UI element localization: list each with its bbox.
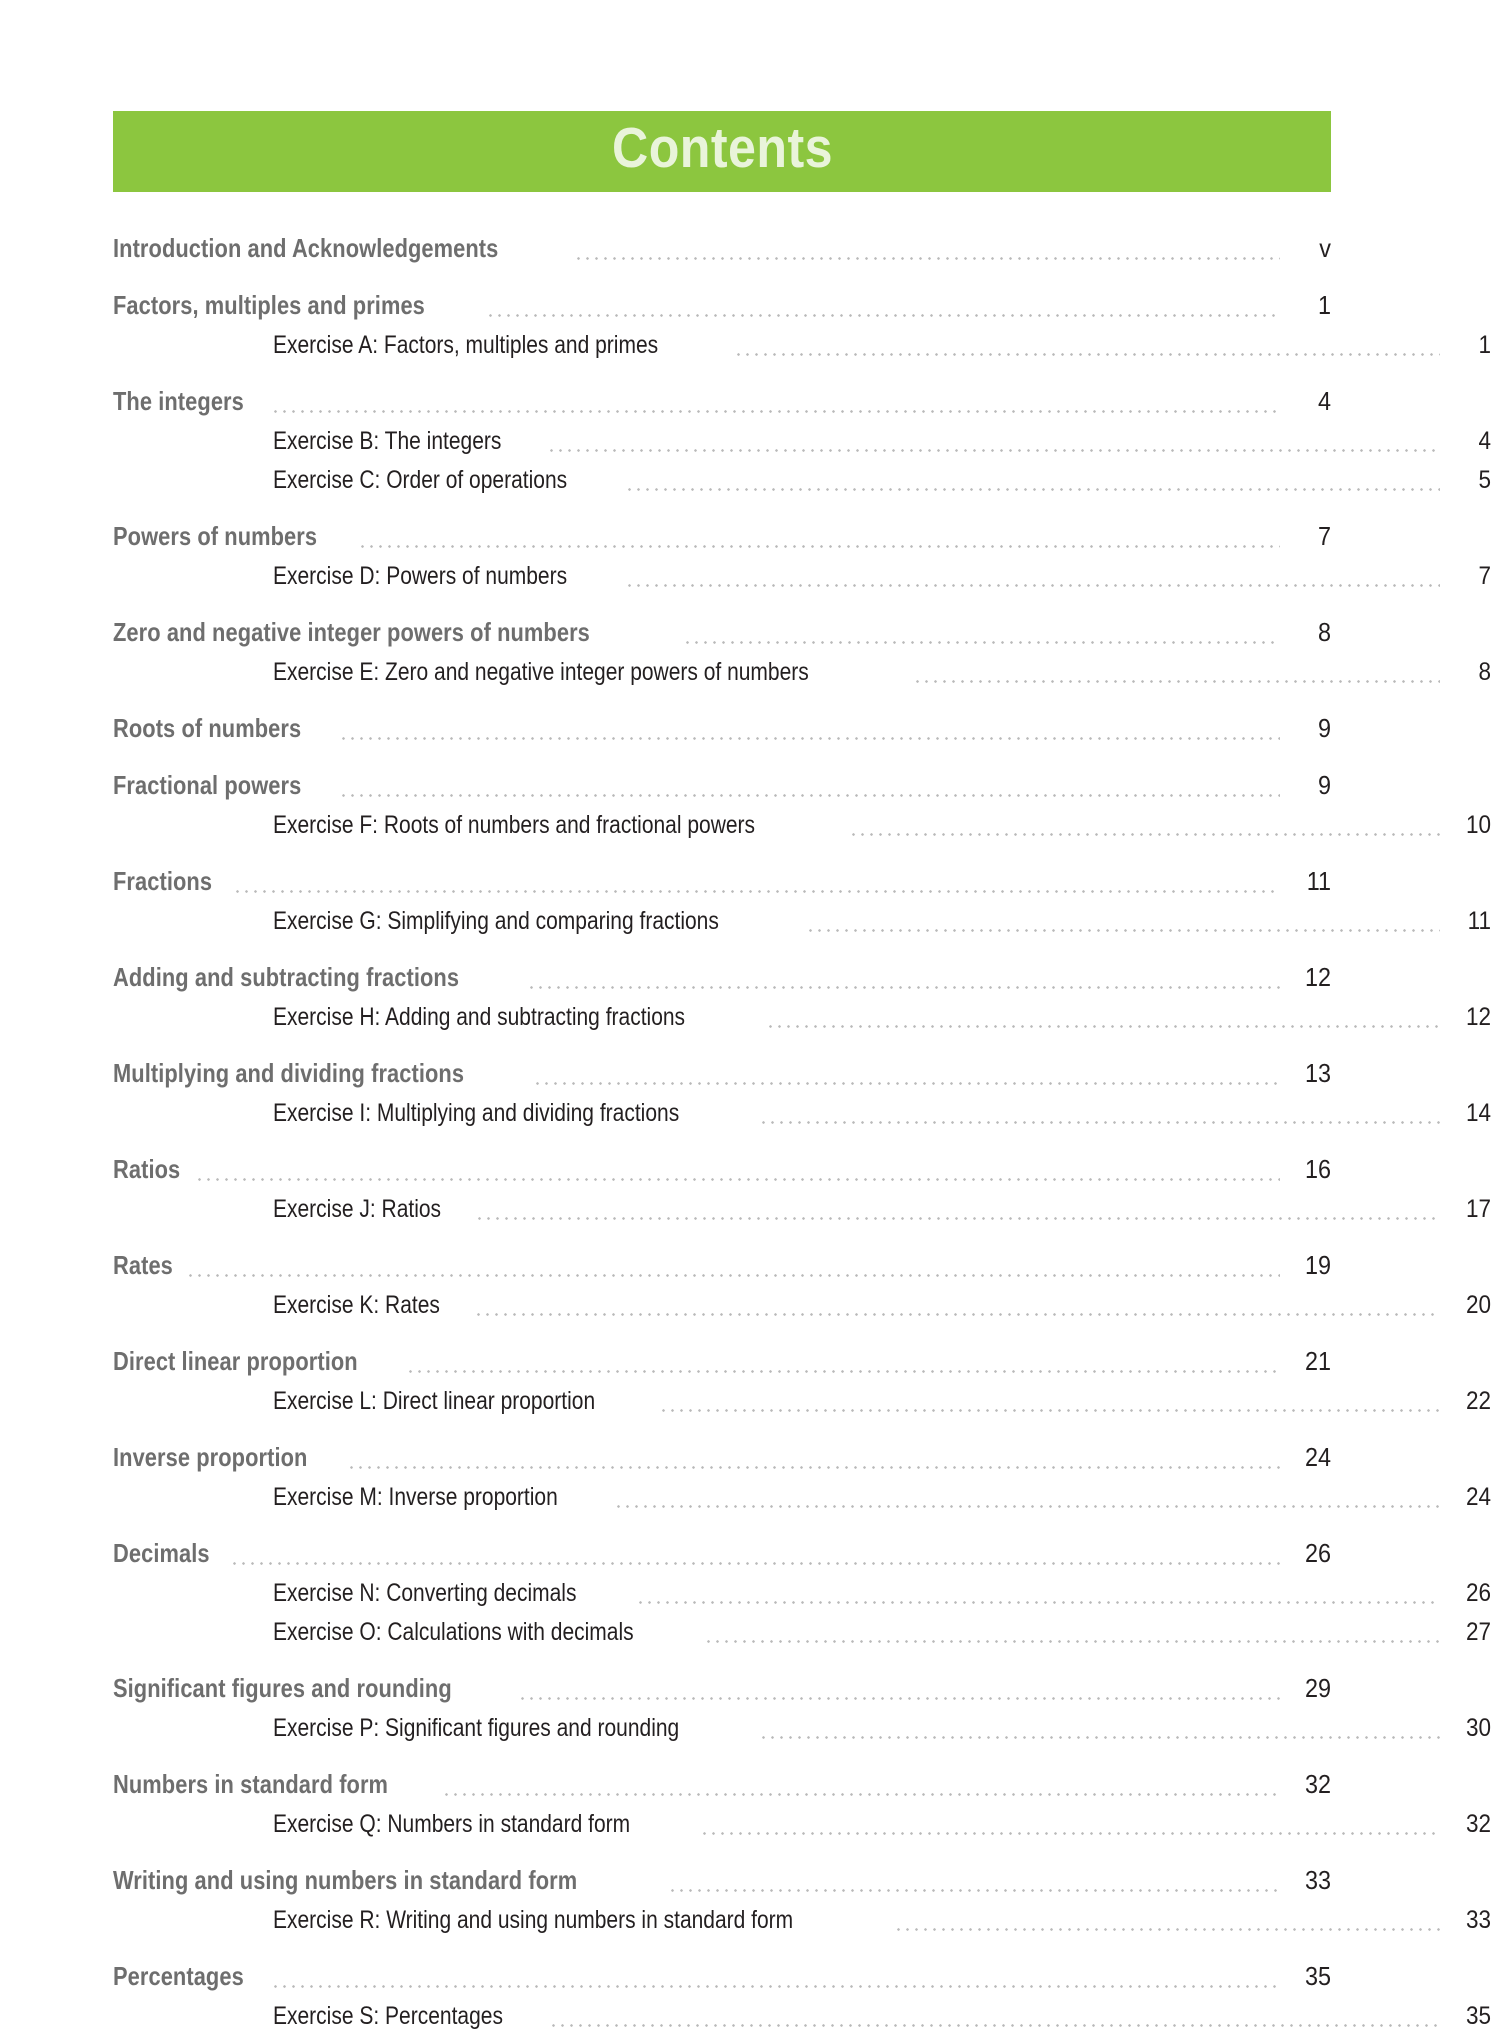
toc-leader-dots	[547, 440, 1440, 456]
toc-section-label: Significant figures and rounding	[113, 1673, 452, 1703]
toc-leader-dots	[186, 1265, 1280, 1281]
toc-exercise-label: Exercise L: Direct linear proportion	[273, 1387, 596, 1415]
toc-exercise-row[interactable]	[113, 427, 1491, 456]
toc-leader-dots	[339, 785, 1280, 801]
toc-leader-dots	[442, 1784, 1280, 1800]
toc-leader-dots	[527, 977, 1280, 993]
toc-section-label: Fractions	[113, 866, 213, 896]
toc-exercise-row[interactable]	[113, 1387, 1491, 1416]
toc-page-number: 33	[1465, 1906, 1491, 1934]
toc-page-number: 8	[1317, 617, 1331, 647]
toc-leader-dots	[759, 1112, 1440, 1128]
toc-page-number: 11	[1306, 866, 1331, 896]
toc-section-label: Roots of numbers	[113, 713, 302, 743]
toc-leader-dots	[230, 1553, 1280, 1569]
toc-page-number: 22	[1465, 1387, 1491, 1415]
toc-page-number: 20	[1465, 1291, 1491, 1319]
toc-leader-dots	[474, 1304, 1440, 1320]
toc-page-number: 5	[1478, 466, 1491, 494]
toc-page-number: 1	[1478, 331, 1491, 359]
toc-exercise-label: Exercise D: Powers of numbers	[273, 562, 568, 590]
toc-exercise-label: Exercise P: Significant figures and rounding	[273, 1714, 680, 1742]
table-of-contents	[113, 233, 1491, 2031]
toc-page-number: 35	[1304, 1961, 1331, 1991]
toc-page-number: 11	[1467, 907, 1491, 935]
toc-leader-dots	[766, 1016, 1440, 1032]
toc-section-label: Ratios	[113, 1154, 181, 1184]
toc-exercise-row[interactable]	[113, 1291, 1491, 1320]
toc-exercise-row[interactable]	[113, 562, 1491, 591]
toc-page-number: 7	[1478, 562, 1491, 590]
toc-section-row[interactable]	[113, 290, 1331, 321]
toc-section-row[interactable]	[113, 1250, 1331, 1281]
toc-section-row[interactable]	[113, 866, 1331, 897]
toc-section-label: The integers	[113, 386, 244, 416]
toc-page-number: 10	[1465, 811, 1491, 839]
toc-exercise-row[interactable]	[113, 907, 1491, 936]
toc-leader-dots	[668, 1880, 1280, 1896]
toc-leader-dots	[271, 1976, 1280, 1992]
toc-exercise-label: Exercise A: Factors, multiples and primes	[273, 331, 659, 359]
toc-section-row[interactable]	[113, 1346, 1331, 1377]
toc-leader-dots	[339, 728, 1280, 744]
toc-leader-dots	[704, 1631, 1440, 1647]
toc-page-number: 27	[1465, 1618, 1491, 1646]
toc-exercise-label: Exercise B: The integers	[273, 427, 502, 455]
toc-page-number: 21	[1304, 1346, 1331, 1376]
toc-exercise-row[interactable]	[113, 1003, 1491, 1032]
toc-exercise-label: Exercise M: Inverse proportion	[273, 1483, 558, 1511]
toc-leader-dots	[700, 1823, 1440, 1839]
toc-exercise-row[interactable]	[113, 1483, 1491, 1512]
toc-leader-dots	[894, 1919, 1440, 1935]
toc-section-row[interactable]	[113, 617, 1331, 648]
toc-leader-dots	[518, 1688, 1280, 1704]
toc-page-number: 7	[1317, 521, 1331, 551]
toc-section-label: Writing and using numbers in standard form	[113, 1865, 578, 1895]
toc-page-number: 4	[1317, 386, 1331, 416]
toc-page-number: 17	[1465, 1195, 1491, 1223]
toc-exercise-row[interactable]	[113, 811, 1491, 840]
toc-exercise-label: Exercise R: Writing and using numbers in standard form	[273, 1906, 794, 1934]
toc-leader-dots	[486, 305, 1280, 321]
toc-leader-dots	[683, 632, 1280, 648]
toc-section-row[interactable]	[113, 1058, 1331, 1089]
toc-leader-dots	[759, 1727, 1440, 1743]
toc-section-row[interactable]	[113, 1154, 1331, 1185]
toc-section-label: Zero and negative integer powers of numbers	[113, 617, 590, 647]
toc-page-number: 13	[1304, 1058, 1331, 1088]
toc-section-row[interactable]	[113, 1673, 1331, 1704]
toc-exercise-row[interactable]	[113, 1714, 1491, 1743]
toc-exercise-row[interactable]	[113, 1810, 1491, 1839]
toc-section-row[interactable]	[113, 962, 1331, 993]
toc-section-label: Factors, multiples and primes	[113, 290, 425, 320]
toc-page-number: 24	[1304, 1442, 1331, 1472]
toc-exercise-label: Exercise C: Order of operations	[273, 466, 568, 494]
toc-section-label: Introduction and Acknowledgements	[113, 233, 499, 263]
toc-exercise-row[interactable]	[113, 1906, 1491, 1935]
toc-leader-dots	[533, 1073, 1280, 1089]
toc-leader-dots	[347, 1457, 1281, 1473]
toc-page-number: 1	[1317, 290, 1331, 320]
toc-leader-dots	[849, 824, 1440, 840]
toc-exercise-label: Exercise S: Percentages	[273, 2002, 503, 2030]
toc-section-row[interactable]	[113, 1961, 1331, 1992]
toc-exercise-row[interactable]	[113, 1618, 1491, 1647]
toc-leader-dots	[625, 479, 1440, 495]
toc-leader-dots	[734, 344, 1441, 360]
toc-section-row[interactable]	[113, 521, 1331, 552]
toc-page-number: 35	[1465, 2002, 1491, 2030]
toc-section-label: Powers of numbers	[113, 521, 318, 551]
toc-section-label: Multiplying and dividing fractions	[113, 1058, 465, 1088]
toc-section-label: Fractional powers	[113, 770, 302, 800]
toc-section-label: Rates	[113, 1250, 173, 1280]
toc-exercise-label: Exercise Q: Numbers in standard form	[273, 1810, 631, 1838]
toc-page-number: 19	[1304, 1250, 1331, 1280]
toc-exercise-row[interactable]	[113, 466, 1491, 495]
toc-page-number: 32	[1465, 1810, 1491, 1838]
toc-exercise-label: Exercise G: Simplifying and comparing fractions	[273, 907, 719, 935]
toc-page-number: 32	[1304, 1769, 1331, 1799]
toc-exercise-row[interactable]	[113, 658, 1491, 687]
toc-section-row[interactable]	[113, 713, 1331, 744]
toc-exercise-label: Exercise E: Zero and negative integer powers of numbers	[273, 658, 809, 686]
page-title: Contents	[611, 116, 833, 180]
toc-page-number: 12	[1465, 1003, 1491, 1031]
toc-leader-dots	[549, 2015, 1440, 2031]
toc-exercise-label: Exercise F: Roots of numbers and fractional powers	[273, 811, 756, 839]
contents-banner	[113, 111, 1331, 192]
toc-page-number: 29	[1304, 1673, 1331, 1703]
toc-section-label: Direct linear proportion	[113, 1346, 358, 1376]
toc-leader-dots	[636, 1592, 1440, 1608]
toc-exercise-label: Exercise H: Adding and subtracting fractions	[273, 1003, 686, 1031]
toc-page-number: 8	[1478, 658, 1491, 686]
toc-section-label: Inverse proportion	[113, 1442, 308, 1472]
toc-exercise-row[interactable]	[113, 1579, 1491, 1608]
toc-exercise-row[interactable]	[113, 1099, 1491, 1128]
toc-page-number: 9	[1317, 770, 1331, 800]
toc-page-number: 24	[1465, 1483, 1491, 1511]
toc-leader-dots	[574, 248, 1280, 264]
toc-page-number: 14	[1465, 1099, 1491, 1127]
toc-leader-dots	[195, 1169, 1280, 1185]
toc-exercise-row[interactable]	[113, 331, 1491, 360]
toc-leader-dots	[358, 536, 1280, 552]
toc-leader-dots	[659, 1400, 1441, 1416]
toc-exercise-label: Exercise N: Converting decimals	[273, 1579, 577, 1607]
toc-leader-dots	[475, 1208, 1440, 1224]
toc-section-row[interactable]	[113, 386, 1331, 417]
toc-section-label: Percentages	[113, 1961, 244, 1991]
toc-exercise-label: Exercise K: Rates	[273, 1291, 440, 1319]
toc-exercise-row[interactable]	[113, 1195, 1491, 1224]
toc-page-number: 26	[1465, 1579, 1491, 1607]
toc-leader-dots	[614, 1496, 1440, 1512]
toc-leader-dots	[806, 920, 1440, 936]
toc-leader-dots	[406, 1361, 1280, 1377]
toc-page-number: 4	[1478, 427, 1491, 455]
toc-leader-dots	[233, 881, 1280, 897]
toc-section-row[interactable]	[113, 233, 1331, 264]
toc-page-number: 16	[1304, 1154, 1331, 1184]
toc-exercise-label: Exercise J: Ratios	[273, 1195, 442, 1223]
toc-section-row[interactable]	[113, 770, 1331, 801]
toc-page-number: 26	[1304, 1538, 1331, 1568]
toc-section-label: Numbers in standard form	[113, 1769, 389, 1799]
toc-exercise-label: Exercise O: Calculations with decimals	[273, 1618, 634, 1646]
toc-leader-dots	[625, 575, 1440, 591]
toc-page-number: 9	[1317, 713, 1331, 743]
toc-page-number: 33	[1304, 1865, 1331, 1895]
toc-section-row[interactable]	[113, 1442, 1331, 1473]
toc-section-row[interactable]	[113, 1769, 1331, 1800]
toc-exercise-row[interactable]	[113, 2002, 1491, 2031]
toc-leader-dots	[913, 671, 1440, 687]
toc-section-label: Adding and subtracting fractions	[113, 962, 460, 992]
toc-page-number: v	[1319, 233, 1331, 263]
toc-section-row[interactable]	[113, 1865, 1331, 1896]
toc-exercise-label: Exercise I: Multiplying and dividing fractions	[273, 1099, 680, 1127]
toc-page-number: 30	[1465, 1714, 1491, 1742]
toc-page-number: 12	[1304, 962, 1331, 992]
toc-section-row[interactable]	[113, 1538, 1331, 1569]
toc-leader-dots	[271, 401, 1280, 417]
toc-section-label: Decimals	[113, 1538, 210, 1568]
